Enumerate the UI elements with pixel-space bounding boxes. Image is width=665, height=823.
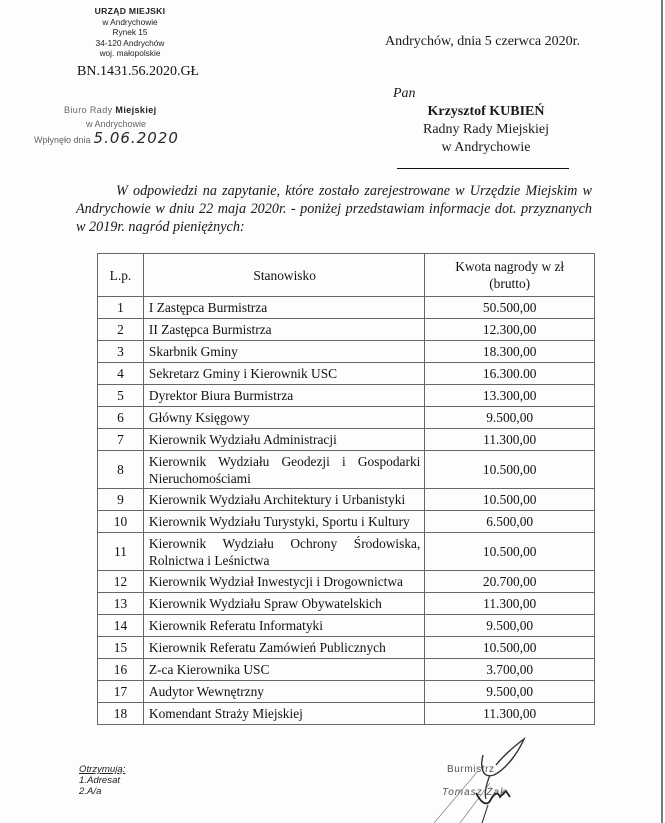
cell-amount: 11.300,00 bbox=[425, 703, 595, 725]
recipient-salutation: Pan bbox=[393, 86, 416, 101]
table-row bbox=[98, 593, 595, 615]
cell-lp: 16 bbox=[98, 659, 144, 681]
cell-lp: 7 bbox=[98, 429, 144, 451]
cell-lp: 6 bbox=[98, 407, 144, 429]
received-stamp-office bbox=[34, 103, 244, 117]
signature-name: Tomasz Żak bbox=[442, 787, 507, 798]
cell-lp: 11 bbox=[98, 533, 144, 571]
table-header-row bbox=[98, 254, 595, 297]
distribution-list bbox=[79, 764, 125, 797]
table-row bbox=[98, 363, 595, 385]
cell-position: Kierownik Wydziału Turystyki, Sportu i Kultury bbox=[143, 511, 424, 533]
signature-title: Burmistrz bbox=[447, 764, 495, 775]
table-row bbox=[98, 451, 595, 489]
table-row bbox=[98, 297, 595, 319]
recipient-name: Krzysztof KUBIEŃ bbox=[427, 104, 545, 119]
recipient-block bbox=[393, 85, 583, 169]
cell-position: Kierownik Wydział Inwestycji i Drogownictwa bbox=[143, 571, 424, 593]
cell-position: Kierownik Wydziału Geodezji i Gospodarki Nieruchomościami bbox=[143, 451, 424, 489]
cell-amount: 13.300,00 bbox=[425, 385, 595, 407]
table-row bbox=[98, 319, 595, 341]
office-stamp-line: woj. małopolskie bbox=[99, 48, 161, 59]
header-amount-line1: Kwota nagrody w zł bbox=[455, 259, 565, 274]
table-row bbox=[98, 407, 595, 429]
cell-amount: 9.500,00 bbox=[425, 407, 595, 429]
distribution-heading: Otrzymują: bbox=[79, 764, 126, 775]
cell-lp: 14 bbox=[98, 615, 144, 637]
cell-amount: 11.300,00 bbox=[425, 593, 595, 615]
table-row bbox=[98, 659, 595, 681]
header-amount-line2: (brutto) bbox=[489, 276, 531, 291]
table-row bbox=[98, 429, 595, 451]
recipient-city: w Andrychowie bbox=[441, 140, 531, 155]
received-stamp-office-bold: Miejskiej bbox=[115, 105, 157, 115]
cell-lp: 10 bbox=[98, 511, 144, 533]
place-and-date: Andrychów, dnia 5 czerwca 2020r. bbox=[385, 34, 581, 49]
cell-position: Kierownik Wydziału Architektury i Urbanistyki bbox=[143, 489, 424, 511]
received-stamp-office-prefix: Biuro Rady bbox=[64, 105, 116, 115]
cell-position: Kierownik Referatu Zamówień Publicznych bbox=[143, 637, 424, 659]
cell-amount: 10.500,00 bbox=[425, 451, 595, 489]
awards-table bbox=[97, 253, 595, 725]
cell-position: II Zastępca Burmistrza bbox=[143, 319, 424, 341]
cell-amount: 10.500,00 bbox=[425, 489, 595, 511]
cell-position: Sekretarz Gminy i Kierownik USC bbox=[143, 363, 424, 385]
cell-amount: 20.700,00 bbox=[425, 571, 595, 593]
intro-text: W odpowiedzi na zapytanie, które zostało zarejestrowane w Urzędzie Miejskim w Andrychowie w dniu 22 maja 2020r. - poniżej przedstawiam informacje dot. przyznanych w 2019r. nagród pieniężnych: bbox=[76, 183, 592, 235]
cell-lp: 15 bbox=[98, 637, 144, 659]
header-amount bbox=[425, 254, 595, 297]
cell-position: Kierownik Referatu Informatyki bbox=[143, 615, 424, 637]
recipient-divider bbox=[397, 168, 569, 169]
page-edge-border bbox=[661, 0, 663, 823]
cell-amount: 12.300,00 bbox=[425, 319, 595, 341]
office-header-stamp bbox=[82, 6, 178, 59]
table-row bbox=[98, 637, 595, 659]
cell-lp: 8 bbox=[98, 451, 144, 489]
cell-position: Dyrektor Biura Burmistrza bbox=[143, 385, 424, 407]
table-row bbox=[98, 681, 595, 703]
table-row bbox=[98, 533, 595, 571]
cell-amount: 50.500,00 bbox=[425, 297, 595, 319]
table-row bbox=[98, 385, 595, 407]
cell-position: Komendant Straży Miejskiej bbox=[143, 703, 424, 725]
table-row bbox=[98, 571, 595, 593]
distribution-item: 1.Adresat bbox=[79, 775, 121, 786]
reference-number: BN.1431.56.2020.GŁ bbox=[77, 64, 200, 79]
office-stamp-line: 34-120 Andrychów bbox=[95, 37, 165, 48]
cell-lp: 5 bbox=[98, 385, 144, 407]
header-position: Stanowisko bbox=[143, 254, 424, 297]
intro-paragraph bbox=[76, 182, 592, 236]
received-stamp-city: w Andrychowie bbox=[86, 119, 147, 129]
recipient-title: Radny Rady Miejskiej bbox=[423, 122, 549, 137]
cell-amount: 10.500,00 bbox=[425, 533, 595, 571]
cell-position: Z-ca Kierownika USC bbox=[143, 659, 424, 681]
table-row bbox=[98, 341, 595, 363]
cell-lp: 18 bbox=[98, 703, 144, 725]
cell-lp: 1 bbox=[98, 297, 144, 319]
office-stamp-line: URZĄD MIEJSKI bbox=[94, 6, 166, 16]
cell-lp: 12 bbox=[98, 571, 144, 593]
cell-amount: 11.300,00 bbox=[425, 429, 595, 451]
distribution-item: 2.A/a bbox=[79, 786, 102, 797]
table-row bbox=[98, 703, 595, 725]
cell-position: Skarbnik Gminy bbox=[143, 341, 424, 363]
cell-lp: 17 bbox=[98, 681, 144, 703]
cell-amount: 6.500,00 bbox=[425, 511, 595, 533]
cell-position: Kierownik Wydziału Administracji bbox=[143, 429, 424, 451]
cell-lp: 9 bbox=[98, 489, 144, 511]
cell-position: Kierownik Wydziału Spraw Obywatelskich bbox=[143, 593, 424, 615]
cell-position: Główny Księgowy bbox=[143, 407, 424, 429]
received-stamp bbox=[34, 103, 244, 147]
cell-amount: 18.300,00 bbox=[425, 341, 595, 363]
table-row bbox=[98, 511, 595, 533]
signature-block bbox=[420, 735, 620, 823]
received-stamp-date-label: Wpłynęło dnia bbox=[34, 135, 91, 145]
cell-position: Audytor Wewnętrzny bbox=[143, 681, 424, 703]
cell-lp: 3 bbox=[98, 341, 144, 363]
table-row bbox=[98, 489, 595, 511]
cell-amount: 10.500,00 bbox=[425, 637, 595, 659]
cell-lp: 2 bbox=[98, 319, 144, 341]
cell-lp: 13 bbox=[98, 593, 144, 615]
header-lp: L.p. bbox=[98, 254, 144, 297]
handwritten-signature-icon bbox=[420, 735, 620, 823]
cell-amount: 9.500,00 bbox=[425, 681, 595, 703]
cell-lp: 4 bbox=[98, 363, 144, 385]
cell-position: I Zastępca Burmistrza bbox=[143, 297, 424, 319]
cell-amount: 9.500,00 bbox=[425, 615, 595, 637]
office-stamp-line: w Andrychowie bbox=[102, 16, 158, 27]
cell-amount: 3.700,00 bbox=[425, 659, 595, 681]
received-stamp-handwritten-date: 5.06.2020 bbox=[93, 129, 179, 147]
received-stamp-date-row bbox=[34, 131, 244, 147]
office-stamp-line: Rynek 15 bbox=[112, 27, 148, 38]
cell-amount: 16.300.00 bbox=[425, 363, 595, 385]
cell-position: Kierownik Wydziału Ochrony Środowiska, Rolnictwa i Leśnictwa bbox=[143, 533, 424, 571]
table-row bbox=[98, 615, 595, 637]
